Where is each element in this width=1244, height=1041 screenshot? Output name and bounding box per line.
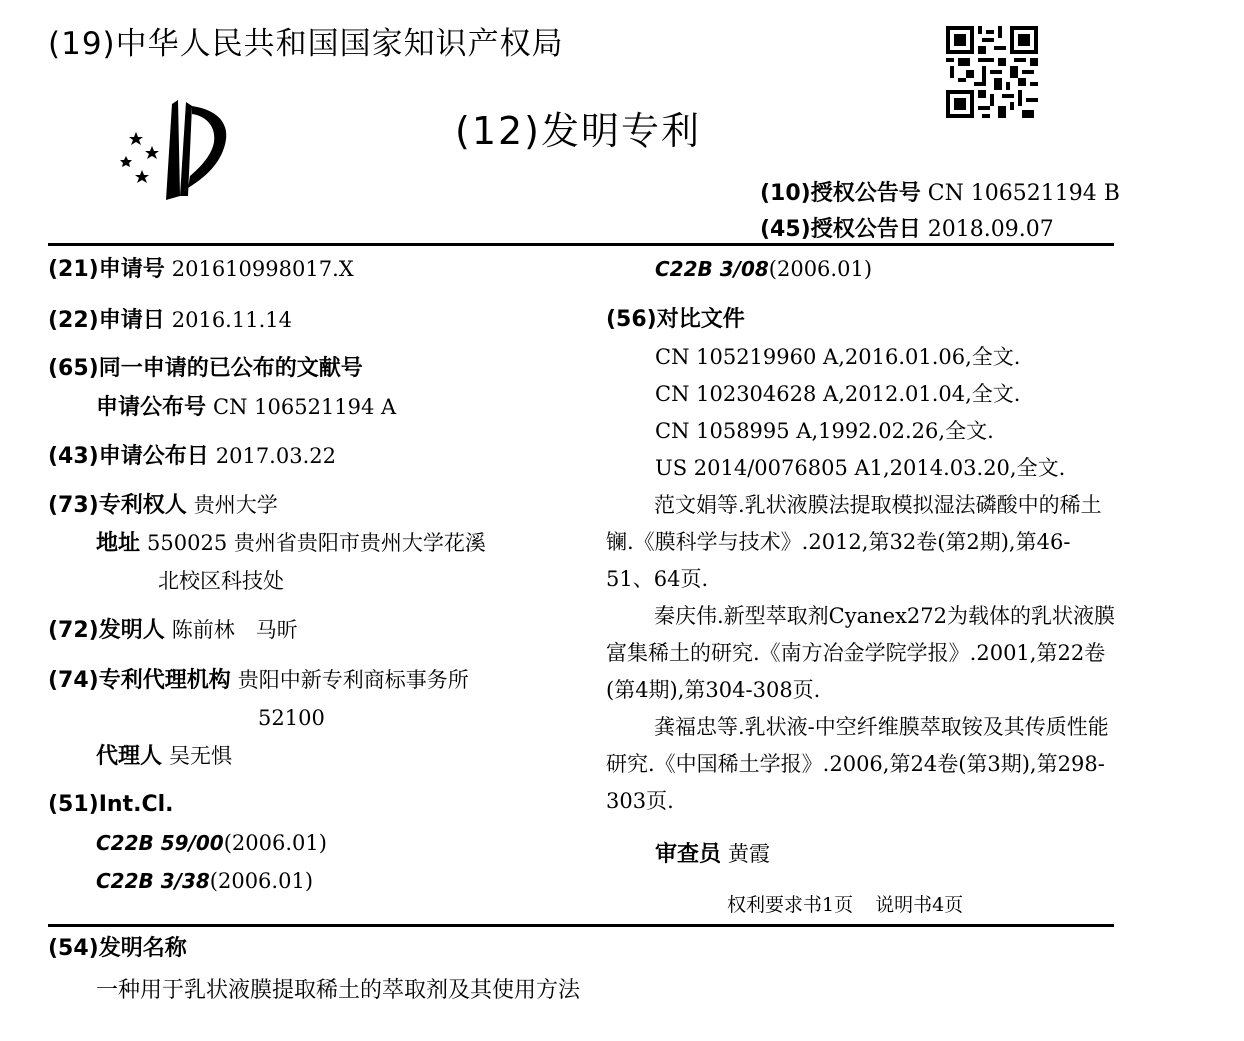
reference-item: CN 105219960 A,2016.01.06,全文. [655, 345, 1021, 369]
pub-number: CN 106521194 B [927, 181, 1120, 206]
agency-code: 52100 [258, 706, 325, 730]
description-page-count: 说明书4页 [875, 894, 964, 916]
invention-title-label [48, 934, 187, 964]
examiner: 黄霞 [728, 842, 771, 866]
agency: 贵阳中新专利商标事务所 [237, 668, 469, 692]
pub-date: 2018.09.07 [927, 217, 1054, 242]
pub-date-label: (45)授权公告日 [760, 217, 921, 242]
patentee-row [48, 490, 278, 521]
agency-label: (74)专利代理机构 [48, 668, 231, 693]
agent-label: 代理人 [96, 744, 163, 769]
ipc-classification [96, 828, 327, 859]
ipc-classification [655, 254, 872, 285]
filing-date-label: (22)申请日 [48, 308, 165, 333]
reference-paragraph: 秦庆伟.新型萃取剂Cyanex272为载体的乳状液膜富集稀土的研究.《南方冶金学院学报》.2001,第22卷(第4期),第304-308页. [606, 604, 1116, 702]
address-line-1: 550025 贵州省贵阳市贵州大学花溪 [147, 531, 486, 555]
reference-item: CN 1058995 A,1992.02.26,全文. [655, 419, 994, 443]
agent: 吴无惧 [169, 744, 233, 768]
reference-paragraph: 龚福忠等.乳状液-中空纤维膜萃取铵及其传质性能研究.《中国稀土学报》.2006,第24卷(第3期),第298-303页. [606, 715, 1109, 813]
reference-item: CN 102304628 A,2012.01.04,全文. [655, 382, 1021, 406]
application-publication-date-label: (43)申请公布日 [48, 444, 209, 469]
ipc-classification [96, 866, 313, 897]
references-label [606, 305, 745, 335]
inventors: 陈前林 马昕 [171, 618, 298, 642]
int-cl-label [48, 790, 174, 820]
ipc-version: (2006.01) [209, 869, 314, 893]
patentee: 贵州大学 [193, 493, 278, 517]
reference-item: US 2014/0076805 A1,2014.03.20,全文. [655, 456, 1066, 480]
invention-title: 一种用于乳状液膜提取稀土的萃取剂及其使用方法 [96, 978, 581, 1003]
reference-paragraph: 范文娟等.乳状液膜法提取模拟湿法磷酸中的稀土镧.《膜科学与技术》.2012,第32卷(第2期),第46-51、64页. [606, 493, 1102, 591]
agent-row [96, 741, 232, 772]
ipc-code: C22B 59/00 [96, 831, 224, 855]
application-number: 201610998017.X [171, 257, 354, 281]
address-label: 地址 [96, 531, 141, 556]
issuing-office: (19)中华人民共和国国家知识产权局 [48, 26, 564, 62]
claims-page-count: 权利要求书1页 [727, 894, 854, 916]
references-label-text: (56)对比文件 [606, 307, 745, 332]
patentee-label: (73)专利权人 [48, 493, 187, 518]
address-row [96, 528, 486, 559]
prior-publication-label [48, 354, 363, 384]
application-publication-number: CN 106521194 A [213, 395, 397, 419]
int-cl-label-text: (51)Int.Cl. [48, 792, 174, 817]
application-publication-label: 申请公布号 [96, 395, 207, 420]
examiner-row [655, 839, 770, 870]
application-number-label: (21)申请号 [48, 257, 165, 282]
ipc-version: (2006.01) [223, 831, 327, 855]
invention-title-label-text: (54)发明名称 [48, 936, 187, 961]
top-divider [48, 243, 1114, 246]
examiner-label: 审查员 [655, 842, 722, 867]
ipc-version: (2006.01) [768, 257, 873, 281]
application-publication-date: 2017.03.22 [215, 444, 336, 468]
inventor-row [48, 615, 298, 646]
prior-publication-label-text: (65)同一申请的已公布的文献号 [48, 356, 363, 381]
agency-row [48, 665, 469, 696]
page-count [727, 890, 963, 917]
pub-number-label: (10)授权公告号 [760, 181, 921, 206]
filing-date-row [48, 305, 292, 336]
ipc-code: C22B 3/38 [96, 869, 210, 893]
pub-date-row [760, 212, 1054, 243]
document-type: (12)发明专利 [455, 109, 702, 153]
cnipa-emblem [108, 96, 244, 206]
address-line-2: 北校区科技处 [158, 569, 284, 593]
bottom-divider [48, 924, 1114, 927]
application-publication-date-row [48, 441, 336, 472]
pub-number-row [760, 176, 1120, 207]
inventor-label: (72)发明人 [48, 618, 165, 643]
ipc-code: C22B 3/08 [655, 257, 769, 281]
application-number-row [48, 254, 354, 285]
qr-code [946, 26, 1038, 118]
application-publication-row [96, 392, 396, 423]
filing-date: 2016.11.14 [171, 308, 292, 332]
